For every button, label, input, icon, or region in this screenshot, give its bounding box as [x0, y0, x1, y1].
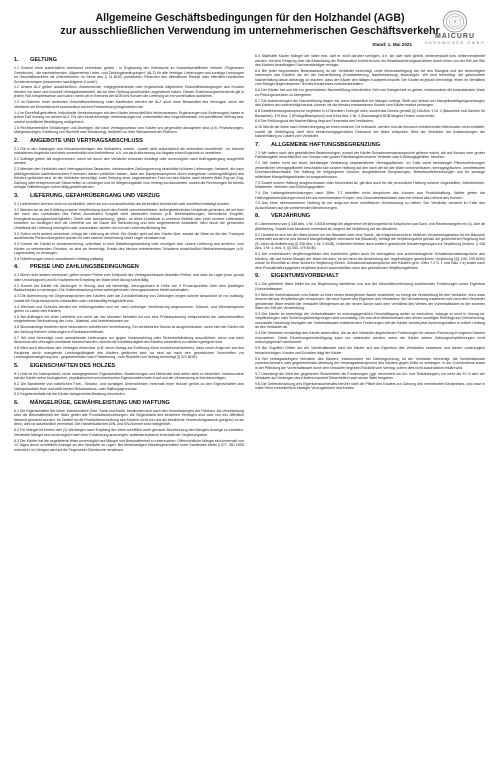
document-body [14, 54, 486, 454]
clause-paragraph: 3.5 Teillieferungen sind in zumutbarem Umfang zulässig. [14, 256, 104, 261]
section-number: 6. [14, 399, 19, 406]
section-heading [14, 193, 244, 200]
clause-paragraph: 1.1 Sowohl nicht ausdrücklich anerkannt vereinbart, gelten - in Ergänzung der Gebräuche im holzwirtschaftlichen Verkehr (Tegernseer Gebräuche) - die nachstehenden „Allgemeinen Liefer- und Zahlungsbedingungen“ (ALZ) für alle Verträge, Lieferungen und sonstige Leistungen im Geschäftsverkehr mit Unternehmern im Sinne des § 14 BGB, juristischen Personen des öffentlichen Rechts oder öffentlich-rechtlichen Sondervermögen (zusammen nachfolgend „Kunde“). [14, 66, 244, 84]
document-date: Stand: 1. Mai 2021 [372, 42, 412, 47]
clause-paragraph: 2.3 Wenden den Verkäufer nach Vertragsschluss Tatsachen, insbesondere Zahlungsverzug hinsichtlich früherer Lieferungen, bekannt, die nach pflichtgemäßem kaufmännischem Ermessen darauf schließen lassen, dass der Kaufpreisanspruch durch mangelnde Leistungsfähigkeit des Käufers gefährdet wird, ist der Verkäufer berechtigt, unter Setzung einer angemessenen Frist von den Käufer nach deinem Wahl Zug um Zug-Zahlung oder entsprechende Sicherheiten zu verlangen und im Weigerungsfalle vom Vertrag zurückzutreten, soweit die Rechnungen für bereits erfolgte Teillieferungen sofort fällig gestellt werden. [14, 167, 244, 190]
section-title: MÄNGELRÜGE, GEWÄHRLEISTUNG UND HAFTUNG [30, 399, 170, 406]
clause-paragraph: 8.1 Abweichend von § 438 Abs. 1 Nr. 3 BGB beträgt die allgemeine Verjährungsfrist für Ansprüche aus Sach- und Rechtsmängeln ein (1) Jahr ab Ablieferung. Soweit eine Abnahme vereinbart ist, beginnt die Verjährung mit der Abnahme. [255, 222, 485, 231]
clause-paragraph: 7.1 Wir haften nach den gesetzlichen Bestimmungen, soweit der Käufer Schadensersatzansprüche geltend macht, die auf Vorsatz oder grober Fahrlässigkeit, einschließlich von Vorsatz oder grober Fahrlässigkeit unserer Vertreter oder Erfüllungsgehilfen, beruhen. [255, 150, 485, 160]
section-title: LIEFERUNG, GEFAHRÜBERGANG UND VERZUG [30, 192, 160, 199]
clause-paragraph: 6.2 Für Mängel ist binnen drei (3) Werktagen nach Empfang der Ware schriftlich unter genauer Bezeichnung des Mangels Anzeige zu erstatten. Verdeckte Mängel sind unverzüglich nach ihrer Entdeckung anzuzeigen, spätestens jedoch innerhalb der Verjährungsfrist. [14, 428, 244, 437]
clause-paragraph: 6.1 Die Eigenschaften der Ware, insbesondere Güte, Sorte und Maße, bestimmen sich nach den Vereinbarungen der Parteien. Als Vereinbarung über die Beschaffenheit der Ware gelten alle Produktbeschreibungen, die Gegenstand des einzelnen Vertrages sind oder von uns öffentlich bekannt gemacht wurden. Im Zweifel ist die Produktbeschreibung des Käufers nicht von uns als bestimmte Verwendungszweck geeignet, es sei denn, dies ist ausdrücklich vereinbart. Die Handelsüblichen DIN- und EN-Normen sind maßgeblich. [14, 408, 244, 427]
section-heading [255, 213, 485, 220]
section-number: 8. [255, 213, 260, 220]
section-number: 3. [14, 192, 19, 199]
section-heading [255, 273, 485, 280]
section-number: 1. [14, 57, 19, 63]
logo-name: MAICURU [434, 33, 476, 40]
clause-paragraph: 4.4 Wechsel und Schecks werden nur erfüllungshalber und nur nach vorheriger Vereinbarung angenommen. Diskont- und Wechselspesen gehen zu Lasten des Käufers. [14, 304, 244, 314]
right-column [255, 54, 485, 454]
clause-paragraph: 9.5 Bei Zugriffen Dritter auf die Vorbehaltsware wird der Käufer auf das Eigentum des Verkäufers hinweisen und diesen unverzüglich benachrichtigen. Kosten und Schäden trägt der Käufer. [255, 346, 485, 355]
clause-paragraph: 3.3 Sofern nicht anders vereinbart, erfolgt die Lieferung ab Werk. Die Gefahr geht auf den Käufer über, sobald die Ware an die den Transport ausführende Person übergeben worden ist oder zwecks Versendung unser Lager verlassen hat. [14, 231, 244, 241]
clause-paragraph: 9.3 Der Käufer ist berechtigt, die Vorbehaltsware im ordnungsgemäßen Geschäftsgang weiter zu veräußern, solange er nicht in Verzug ist. Verpfändungen oder Sicherungsübereignungen sind unzulässig. Die aus dem Weiterverkauf oder einem sonstigen Rechtsgrund (Versicherung, unerlaubte Handlung) bezüglich der Vorbehaltsware entstehenden Forderungen tritt der Käufer bereits jetzt sicherungshalber in vollem Umfang an den Verkäufer ab. [255, 311, 485, 330]
clause-paragraph: 6.9 Der Erfüllungsort der Nacherfüllung liegt am Firmensitz des Verkäufers. [255, 119, 375, 124]
clause-paragraph: 6.5 Bei jeder begründeten Beanstandung ist der Verkäufer berechtigt, unter Berücksichtigung der Art des Mangels und der berechtigten Interessen des Käufers die Art der Nacherfüllung (Ersatzlieferung, Nachbesserung) festzulegen. Wir sind berechtigt, die geschuldete Nacherfüllung davon abhängig zu machen, dass der Käufer den fälligen Kaufpreis bezahlt. Der Käufer ist jedoch berechtigt, einen im Verhältnis zum Mangel angemessenen Teil des Kaufpreises zurückzubehalten. [255, 68, 485, 87]
clause-paragraph: 4.2 Kommt der Käufer mit Zahlungen in Verzug, sind wir berechtigt, Verzugszinsen in Höhe von 9 Prozentpunkten über dem jeweiligen Basiszinssatz zu verlangen. Die Geltendmachung eines weitergehenden Verzugsschadens bleibt vorbehalten. [14, 283, 244, 293]
clause-paragraph: 1.4 Im Einzelfall getroffene, individuelle Vereinbarungen mit dem Käufer (einschließlich Nebenabreden, Ergänzungen und Änderungen) haben in jedem Fall Vorrang vor diesen ALZ. Für den Inhalt derartiger Vereinbarungen ist, vorbehaltlich des Gegenbeweises, ein schriftlicher Vertrag bzw. unsere schriftliche Bestätigung maßgebend. [14, 110, 244, 124]
section-number: 4. [14, 264, 19, 271]
document-title [14, 12, 486, 38]
section-title: EIGENSCHAFTEN DES HOLZES [30, 362, 116, 369]
clause-paragraph: 5.3 Gegebenenfalls hat der Käufer fachgerechte Beratung einzuholen. [14, 392, 126, 397]
clause-paragraph: 8.2 Handelt es sich bei der Ware jedoch um ein Bauwerk oder eine Sache, die entsprechend ihrer üblichen Verwendungsweise für ein Bauwerk verwendet worden ist und dessen Mangelhaftigkeit verursacht hat (Baustoff), beträgt die Verjährungsfrist gemäß der gesetzlichen Regelung fünf (5) Jahre ab Ablieferung (§ 438 Abs. 1 Nr. 2 BGB). Unberührt bleiben auch weitere gesetzliche Sonderregelungen zur Verjährung (insbes. § 438 Abs. 1 Nr. 1, Abs. 3, §§ 444, 479 BGB). [255, 232, 485, 251]
left-column [14, 54, 244, 454]
clause-paragraph: 4.1 Wenn nicht anders vereinbart, gelten unsere Preise zum Zeitpunkt des Vertragsschlusses aktuellen Preise, und zwar ab Lager (bzw. grund) oder Umschlagsort) und für Kaufpreis bei Empfang der Ware ohne Abzug sofort fällig. [14, 273, 244, 282]
section-title: VERJÄHRUNG [271, 213, 311, 220]
clause-paragraph: 4.3 Die Aufrechnung mit Gegenansprüchen des Käufers oder die Zurückbehaltung von Zahlungen wegen solcher Ansprüche ist nur zulässig, soweit die Gegenansprüche unbestritten oder rechtskräftig festgestellt sind. [14, 294, 244, 303]
clause-paragraph: 9.7 Übersteigt der Wert der gegebenen Sicherheiten die Forderungen (ggf. vermindert um An- und Teilzahlungen) um mehr als 20 % wird der Verkäufer auf Verlangen des Käufers insoweit Sicherheiten nach seiner Wahl freigeben. [255, 371, 485, 381]
clause-paragraph: 6.4 Statthafte Käufer Mängel der Ware fest, darf er nicht darüber verfügen, d.h. sie darf nicht geteilt, weiterverkauft bzw. weiterverarbeitet werden, bis eine Einigung über die Abwicklung der Reklamation erzielt ist bzw. ein Beweissicherungsverfahren durch einen von der IHK am Sitz des Käufers beauftragten Sachverständigen erfolgte. [255, 54, 485, 67]
clause-paragraph: 1.5 Rechtserhebliche Erklärungen und Anzeigen, die nach Vertragsschluss vom Käufer uns gegenüber abzugeben sind (z.B. Fristsetzungen, Mängelanzeigen, Erklärung von Rücktritt oder Minderung), bedürfen zu ihrer Wirksamkeit der Textform. [14, 125, 244, 135]
section-title: ANGEBOTE UND VERTRAGSABSCHLUSS [30, 137, 143, 144]
clause-paragraph: 2.1 Die in den Katalogen und Verkaufsunterlagen des Verkäufers, soweit - soweit nicht ausdrücklich als verbindlich bezeichnet - im Internet enthaltenen Angebote sind stets unverbindlich und freibleibend, d.h. nur als Aufforderung zur Abgabe eines Angebots zu verstehen. [14, 146, 244, 156]
clause-paragraph: 3.4 Kommt der Käufer in Annahmeverzug, unterlässt er eine Mitwirkungshandlung oder verzögert sich unsere Lieferung aus anderen, vom Käufer zu vertretenden Gründen, so sind wir berechtigt, Ersatz des hieraus entstehenden Schadens einschließlich Mehraufwendungen (z.B. Lagerkosten) zu verlangen. [14, 242, 244, 256]
clause-paragraph: 5.2 Die Bandbreite von natürlichen Farb-, Struktur- und sonstigen Unterschieden innerhalb einer Holzart gehört zu den Eigenschaften des Naturproduktes Holz und stellt keinen Reklamations- oder Haftungsgrund dar. [14, 382, 244, 391]
clause-paragraph: 1.3 Im Rahmen einer laufenden Geschäftsverbindung unter Kaufleuten werden die ALZ auch ohne Bestandteil des Vertrages, wenn der Verkäufer sie Einzelfall nicht ausdrücklich auf ihre Einbeziehung hingewiesen hat. [14, 100, 244, 109]
section-number: 9. [255, 273, 260, 280]
clause-paragraph: 3.1 Lieferfristen/-termine sind nur verbindlich, wenn sie von uns ausdrücklich als verbindlich bezeichnet oder schriftlich bestätigt wurden. [14, 201, 230, 206]
clause-paragraph: 6.3 Der Käufer hat die angelieferte Ware unverzüglich auf Mängel und Beschaffenheit zu untersuchen. Offensichtliche Mängel sind innerhalb von 14 Tagen durch schriftliche Anzeige an den Verkäufer zu rügen. Bei beiderseitigen Handelsgeschäften unter Kaufleuten bleibt § 377, 381 HGB unberührt. Im Übrigen wird auf die Tegernseer Gebräuche verwiesen. [14, 438, 244, 452]
company-logo [424, 10, 486, 46]
section-heading [14, 138, 244, 145]
clause-paragraph: 7.2 Wir haften nicht bei leicht fahrlässiger Verletzung unwesentlicher Vertragspflichten. Im Falle leicht fahrlässiger Pflichtverletzungen wesentlicher Vertragspflichten beschränkt sich unsere Haftung auf den nach der Art der Ware vorhersehbaren, vertragstypischen, unmittelbaren Durchschnittsschaden. Die Haftung für entgangenen Gewinn, ausgebliebene Einsparungen, Betriebsunterbrechungen und für sonstige mittelbare Mangelfolgeschäden ist ausgeschlossen. [255, 161, 485, 179]
clause-paragraph: 4.8 Wird auch Abschluss des Vertrages erkennbar (z.B. durch Antrag auf Eröffnung eines Insolvenzverfahrens), dass unser Anspruch auf den Kaufpreis durch mangelnde Leistungsfähigkeit des Käufers gefährdet wird, so sind wir nach den gesetzlichen Vorschriften zur Leistungsverweigerung und - gegebenenfalls nach Fristsetzung - zum Rücktritt vom Vertrag berechtigt (§ 321 BGB). [14, 346, 244, 360]
section-number: 7. [255, 141, 260, 148]
section-heading [14, 57, 244, 64]
clause-paragraph: 9.1 Die gelieferte Ware bleibt bis zur Begleichung sämtlicher uns aus der Geschäftsverbindung zustehenden Forderungen unser Eigentum (Vorbehaltsware). [255, 282, 485, 291]
clause-paragraph: 3.2 Werden wir an der Erfüllung unserer Verpflichtung durch den Eintritt unvorhersehbarer, außergewöhnlicher Umstände gehindert, die wir trotz der nach den Umständen des Falles zumutbaren Sorgfalt nicht abwenden können (z.B. Betriebsstörungen, behördliche Eingriffe, Energieversorgungsschwierigkeiten, Streik oder Aussperrung), gleich, ob diese Umstände in unserem Betrieb oder einer unserer Lieferanten eintreten, so verlängert sich die Lieferfrist um die Dauer der Behinderung und eine angemessene Anlaufzeit. Wird durch die genannten Umstände die Lieferung unmöglich oder unzumutbar, werden wir von der Lieferverpflichtung frei. [14, 207, 244, 230]
clause-paragraph: 9.8 Die Geltendmachung des Eigentumsvorbehalts berührt nicht die Pflicht des Käufers zur Zahlung des vereinbarten Kaufpreises, und zwar in voller Höhe einschließlich etwaiger Verzugszinsen und Kosten. [255, 381, 485, 391]
section-heading [14, 400, 244, 407]
title-line-1: Allgemeine Geschäftsbedingungen für den Holzhandel (AGB) [95, 12, 405, 24]
section-title: PREISE UND ZAHLUNGSBEDINGUNGEN [30, 264, 139, 271]
section-heading [255, 142, 485, 149]
logo-subtitle: HARDWOODS GMBH [424, 41, 486, 45]
clause-paragraph: 4.6 Skontoabzüge bedürfen einer besonderen schriftlichen Vereinbarung. Ein vereinbartes Skonto ist ausgeschlossen, wenn sich der Käufer mit der Zahlung früherer Lieferungen im Rückstand befindet. [14, 325, 244, 334]
clause-paragraph: 5.1 Holz ist ein Naturprodukt; seine naturgegebenen Eigenschaften, Abweichungen und Merkmale sind daher stets zu beachten. Insbesondere hat der Käufer seine biologischen, physikalischen und chemischen Eigenschaften beim Kauf und der Verwendung zu berücksichtigen. [14, 371, 244, 381]
clause-paragraph: 9.2 Wird die Vorbehaltsware vom Käufer zu einer neuen beweglichen Sache verarbeitet, so erfolgt die Verarbeitung für den Verkäufer, ohne dass diesem hieraus Verpflichtungen erwachsen; die neue Sache wird Eigentum des Verkäufers. Bei Verarbeitung zusammen mit nicht dem Verkäufer gehörender Ware erwirbt der Verkäufer Miteigentum an der neuen Sache nach dem Verhältnis des Wertes der Vorbehaltsware zu der anderen Ware zur Zeit der Verarbeitung. [255, 292, 485, 311]
clause-paragraph: 4.7 Wir sind berechtigt, noch ausstehende Lieferungen nur gegen Vorauszahlung oder Sicherheitsleistung auszuführen, wenn uns nach Abschluss des Vertrages Umstände bekannt werden, welche die Kreditwürdigkeit des Käufers wesentlich zu mindern geeignet sind. [14, 335, 244, 345]
document-header [14, 10, 486, 54]
clause-paragraph: 2.2 Aufträge gelten als angenommen, wenn sie durch den Verkäufer entweder bestätigt oder unverzüglich nach Auftragseingang ausgeführt werden. [14, 156, 244, 166]
clause-paragraph: 6.6 Der Käufer hat uns die zur geschuldeten Nacherfüllung erforderliche Zeit und Gelegenheit zu geben, insbesondere die beanstandete Ware zu Prüfungszwecken zu übergeben. [255, 88, 485, 97]
clause-paragraph: 6.10 Wurde die Ware nach Gefahrübergang an einen anderen Ort verbracht, werden uns die hierdurch entstehenden Mehrkosten nicht erstattet, soweit die Verbringung nicht dem bestimmungsgemäßen Gebrauch der Ware entspricht. Wird der Verkäufer der Aufwendungen der Nacherfüllung zu Lasten vom Verkäufer. [255, 125, 485, 139]
section-number: 5. [14, 362, 19, 369]
clause-paragraph: 4.5 Bei Aufträgen mit einer Lieferfrist von mehr als vier Monaten behalten wir uns eine Preisanpassung entsprechend der zwischenzeitlich eingetretenen Veränderung der Lohn-, Material- und Vertriebskosten vor. [14, 314, 244, 324]
section-heading [14, 363, 244, 370]
clause-paragraph: 6.8 Gewährleistungsansprüche verjähren in 12 Monaten. Dies gilt nicht, soweit das Gesetz gemäß §§ 438 Abs. 1 Nr. 2 (Bauwerke und Sachen für Bauwerke), 479 Abs. 1 (Rückgriffsanspruch) und 634a Abs. 1 Nr. 2 (Baumängel) BGB längere Fristen vorschreibt. [255, 109, 485, 118]
section-title: EIGENTUMSVORBEHALT [271, 273, 339, 280]
clause-paragraph: 8.3 Die vorstehenden Verjährungsfristen des Kaufrechts gelten auch für vertragliche und außervertragliche Schadensersatzansprüche des Käufers, die auf einem Mangel der Ware beruhen, es sei denn die Anwendung der regelmäßigen gesetzlichen Verjährung (§§ 195, 199 BGB) würde im Einzelfall zu einer kürzeren Verjährung führen. Schadensersatzansprüche des Käufers gem. Ziffer 7.2 S. 1 und Satz 2 a) sowie nach dem Produkthaftungsgesetz verjähren jedoch ausschließlich nach den gesetzlichen Verjährungsfristen. [255, 252, 485, 270]
section-number: 2. [14, 137, 19, 144]
wood-grain-logo-icon [442, 10, 468, 33]
section-heading [14, 264, 244, 271]
clause-paragraph: 7.3 Soweit unsere Haftung ausgeschlossen oder beschränkt ist, gilt dies auch für die persönliche Haftung unserer Angestellten, Arbeitnehmer, Mitarbeiter, Vertreter und Erfüllungsgehilfen. [255, 180, 485, 190]
title-line-2: zur ausschließlichen Verwendung im unternehmerischen Geschäftsverkehr [60, 25, 440, 37]
clause-paragraph: 7.5 Aus einer übernommenen Haftung ist nur aufgrund einer schriftlichen Vereinbarung zu haften. Der Verkäufer verweist im Falle des Ausschlusses auf die vorstehenden Bestimmungen. [255, 201, 485, 210]
section-title: ALLGEMEINE HAFTUNGSBEGRENZUNG [271, 141, 381, 148]
clause-paragraph: 6.7 Die Aufwendungen der Nacherfüllung tragen wir, wenn tatsächlich ein Mangel vorliegt. Stellt sich jedoch ein Mangelbeseitigungsverlangen des Käufers als unberechtigt heraus, können wir die hieraus entstandenen Kosten vom Käufer ersetzt verlangen. [255, 98, 485, 108]
clause-paragraph: 7.4 Die Haftungsbeschränkungen nach Ziffer 7.2 betreffen nicht Ansprüche des Kunden aus Produkthaftung. Weiter gelten die Haftungsbeschränkungen nicht bei uns zurechenbaren Körper- und Gesundheitsschäden oder bei Verlust des Lebens des Kunden. [255, 191, 485, 200]
clause-paragraph: 9.6 Bei vertragswidrigem Verhalten des Käufers, insbesondere bei Zahlungsverzug, ist der Verkäufer berechtigt, die Vorbehaltsware zurückzunehmen oder gegebenenfalls Abtretung der Herausgabeansprüche des Käufers gegen Dritte zu verlangen. In der Zurücknahme sowie in der Pfändung der Vorbehaltsware durch den Verkäufer liegt kein Rücktritt vom Vertrag, sofern dies nicht ausdrücklich erklärt wird. [255, 356, 485, 370]
section-title: GELTUNG [30, 57, 57, 63]
clause-paragraph: 1.2 Unsere ALZ gelten ausschließlich. Abweichende, entgegenstehende oder ergänzende Allgemeine Geschäftsbedingungen des Kunden werden nur dann und insoweit Vertragsbestandteil, als wir ihrer Geltung ausdrücklich zugestimmt haben. Dieses Zustimmungserfordernis gilt in jedem Fall, beispielsweise auch dann, wenn wir in Kenntnis der AGB des Kunden die Lieferung an ihn vorbehaltlos ausführen. [14, 85, 244, 99]
clause-paragraph: 9.4 Der Verkäufer ermächtigt den Käufer widerruflich, die an den Verkäufer abgetretenen Forderungen für dessen Rechnung im eigenen Namen einzuziehen. Diese Einziehungsermächtigung kann nur widerrufen werden, wenn der Käufer seinen Zahlungsverpflichtungen nicht ordnungsgemäß nachkommt. [255, 331, 485, 345]
